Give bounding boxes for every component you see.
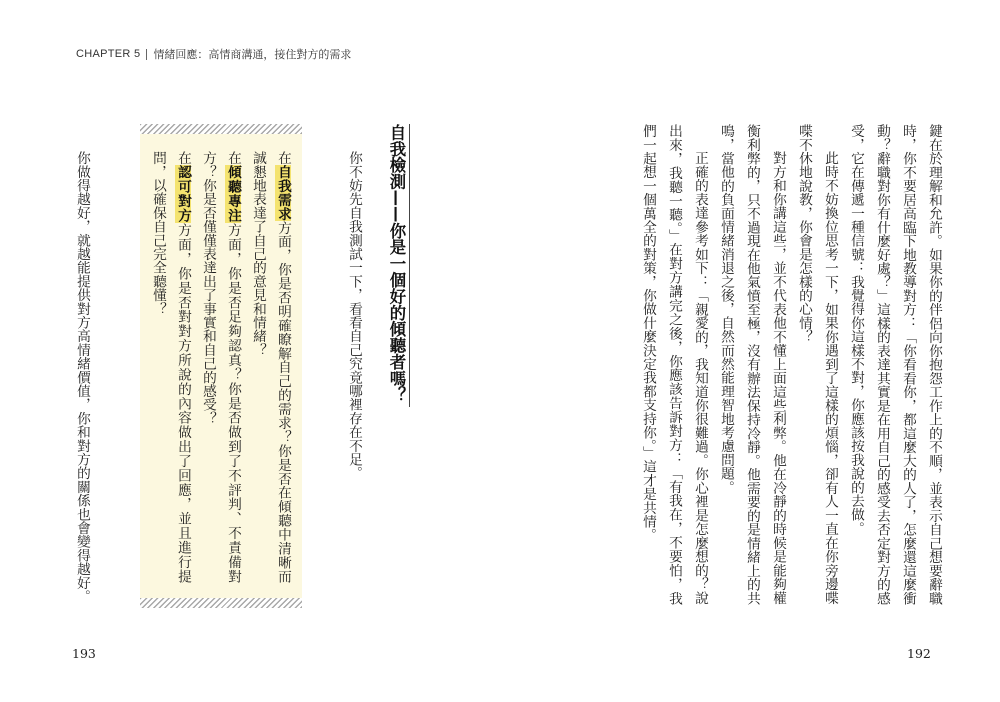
section-heading: 自我檢測——你是一個好的傾聽者嗎？ [387, 124, 406, 403]
body-column: 動？辭職對你有什麼好處？」這樣的表達其實是在用自己的感受去否定對方的感 [874, 124, 890, 605]
chapter-title: 情緒回應：高情商溝通，接住對方的需求 [153, 49, 352, 61]
checklist-item-focus [220, 151, 246, 583]
closing-paragraph: 你做得越好，就越能提供對方高情緒價值，你和對方的關係也會變得越好。 [74, 151, 90, 604]
page-number-right: 192 [907, 646, 931, 661]
body-column: 衡利弊的，只不過現在他氣憤至極，沒有辦法保持冷靜。他需要的是情緒上的共 [744, 124, 760, 605]
checklist-lead: 在 [175, 151, 191, 166]
checklist-lead: 在 [225, 151, 241, 166]
intro-paragraph: 你不妨先自我測試一下，看看自己究竟哪裡存在不足。 [346, 151, 362, 481]
checklist-item-continuation: 問，以確保自己完全聽懂？ [150, 151, 166, 316]
body-column: 鍵在於理解和允許。如果你的伴侶向你抱怨工作上的不順，並表示自己想要辭職 [926, 124, 942, 605]
body-column: 鳴，當他的負面情緒消退之後，自然而然能理智地考慮問題。 [718, 124, 734, 494]
checklist-box [140, 124, 302, 608]
body-column: 正確的表達參考如下：「親愛的，我知道你很難過。你心裡是怎麼想的？說 [692, 151, 708, 605]
checklist-text: 方面，你是否明確瞭解自己的需求？你是否在傾聽中清晰而 [275, 220, 291, 584]
checklist-item-continuation: 方？你是否僅僅表達出了事實和自己的感受？ [200, 151, 216, 425]
checklist-lead: 在 [275, 151, 291, 165]
body-column: 出來，我聽一聽。」在對方講完之後，你應該告訴對方：「有我在，不要怕，我 [666, 124, 682, 605]
checklist-term: 傾聽專注 [225, 165, 241, 224]
checklist-item-continuation: 誠懇地表達了自己的意見和情緒？ [250, 151, 266, 357]
running-header [76, 46, 351, 62]
body-column: 受，它在傳遞一種信號：我覺得你這樣不對，你應該按我說的去做。 [848, 124, 864, 535]
checklist-text: 方面，你是否足夠認真？你是否做到了不評判、不責備對 [225, 223, 241, 584]
heading-rule [409, 124, 410, 407]
checklist-term: 自我需求 [275, 164, 291, 221]
page-number-left: 193 [72, 646, 96, 661]
checklist-text: 方面，你是否對對方所說的內容做出了回應，並且進行提 [175, 223, 191, 584]
body-column: 們一起想一個萬全的對策，你做什麼決定我都支持你。」這才是共情。 [640, 124, 656, 542]
body-column: 此時不妨換位思考一下，如果你遇到了這樣的煩惱，卻有人一直在你旁邊喋 [822, 151, 838, 605]
chapter-label: CHAPTER 5 [76, 48, 141, 60]
checklist-item-acknowledge [170, 151, 196, 583]
body-column: 喋不休地說教，你會是怎樣的心情？ [796, 124, 812, 344]
checklist-term: 認可對方 [175, 165, 191, 224]
header-divider [146, 49, 147, 60]
checklist-item-self-needs [270, 151, 296, 583]
body-column: 對方和你講這些，並不代表他不懂上面這些利弊。他在冷靜的時候是能夠權 [770, 151, 786, 605]
body-column: 時，你不要居高臨下地教導對方：「你看看你，都這麼大的人了，怎麼還這麼衝 [900, 124, 916, 605]
